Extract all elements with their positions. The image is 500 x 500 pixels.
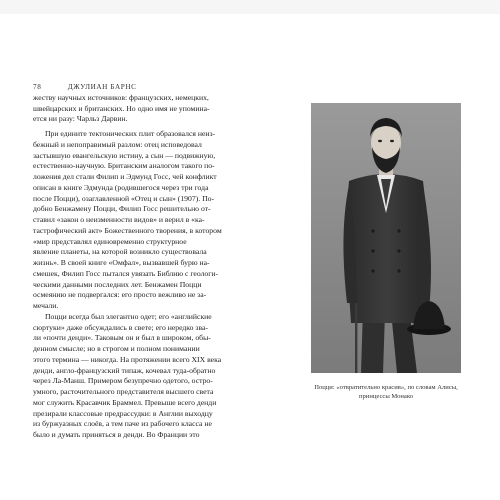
text-line: тастрофический акт» Божественного творения, в котором	[33, 225, 222, 235]
running-head	[33, 83, 233, 91]
text-line: ставил «закон о неизменности видов» и верил в «ка-	[33, 215, 205, 224]
text-line: бежный и непоправимый разлом: отец исповедовал	[33, 139, 202, 149]
text-line: презирали классовые предрассудки: в Англии выходцу	[33, 408, 213, 418]
portrait-photo	[311, 103, 461, 373]
text-line: смешек, Филип Госс пытался увязать Библию с геологи-	[33, 268, 219, 278]
caption-line: Поцци: «отвратительно красив», по словам Алисы,	[314, 384, 458, 391]
text-line: после Поцци), озаглавленной «Отец и сын» (1907). По-	[33, 193, 215, 203]
author-name: ДЖУЛИАН БАРНС	[67, 83, 137, 91]
page-top-edge	[0, 0, 500, 14]
text-line: жеству научных источников: французских, немецких,	[33, 93, 209, 102]
text-line: было и думать приняться в денди. Во Франции это	[33, 430, 200, 439]
portrait-illustration	[311, 103, 461, 373]
text-line: естественно-научную. Британским аналогом такого по-	[33, 161, 215, 171]
caption-line: принцессы Монако	[358, 393, 414, 400]
text-line: «мир представлял единовременно структурное	[33, 236, 187, 246]
continued-paragraph	[33, 93, 241, 125]
text-line: из буржуазных слоёв, а тем паче из рабочего класса не	[33, 419, 212, 429]
text-line: Поцци всегда был элегантно одет; его «английские	[45, 311, 212, 321]
page-number: 78	[33, 83, 42, 91]
text-line: умного, расточительного представителя высшего света	[33, 387, 214, 396]
text-line: добно Бенжамену Поцци, Филип Госс решительно от-	[33, 204, 211, 214]
figure-caption	[290, 383, 482, 401]
text-line: явление планеты, на которой возникло существовала	[33, 247, 207, 257]
text-line: через Ла-Манш. Примером безупречно одетого, остро-	[33, 376, 213, 386]
text-line: швейцарских и британских. Но одно имя не упомина-	[33, 103, 210, 113]
text-line: денди, англо-французский типаж, кочевал туда-обратно	[33, 365, 216, 375]
text-line: При едините тектонических плит образовался неиз-	[45, 129, 216, 138]
text-line: сюртуки» даже обсуждались в свете; его нередко зва-	[33, 322, 208, 332]
text-line: ложения дел стали Филип и Эдмунд Госс, чей конфликт	[33, 172, 217, 181]
text-line: ческими данными последних лет. Бенжамен Поцци	[33, 279, 202, 289]
text-line: этого термина — никогда. На протяжении всего XIX века	[33, 354, 222, 364]
text-line: осмеянию не подвергался: его просто вежливо не за-	[33, 290, 207, 300]
text-line: ется ни разу: Чарльз Дарвин.	[33, 114, 128, 124]
text-line: ли «почти денди». Таковым он и был в широком, обы-	[33, 333, 211, 343]
main-body-text	[33, 129, 241, 441]
text-line: жизнь». В своей книге «Омфал», вызвавшей бурю на-	[33, 258, 210, 267]
text-line: денном смысле; но в строгом и полном понимании	[33, 344, 200, 353]
text-line: описан в книге Эдмунда (родившегося через три года	[33, 182, 209, 192]
text-line: мечали.	[33, 301, 59, 310]
text-line: мог служить Красавчик Браммел. Превыше всего денди	[33, 397, 217, 407]
text-line: застывшую евангельскую истину, а сын — подвижную,	[33, 150, 216, 160]
